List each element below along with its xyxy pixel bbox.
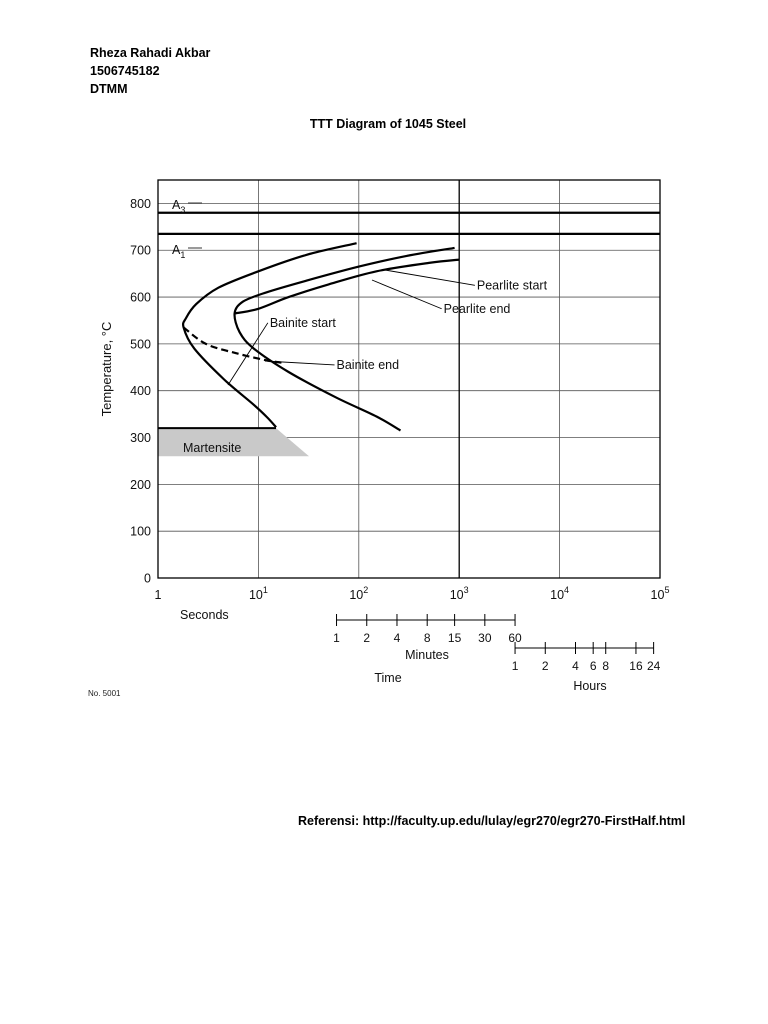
reference-label-A1: $A_1$ [172,243,186,260]
y-tick-label-0: 0 [144,571,151,586]
curve-upper-nose [235,248,455,431]
x-axis-title: Time [374,671,402,685]
figure-note: No. 5001 [88,689,121,698]
curve-pearlite-start [183,243,357,427]
annotation-pearlite-end: Pearlite end [443,301,511,316]
grid-layer [158,180,660,578]
leader-lines-layer [188,203,475,385]
series-layer [183,243,459,430]
minutes-tick-label-30: 30 [478,631,492,645]
student-id: 1506745182 [90,64,160,78]
y-axis-title: Temperature, °C [99,321,114,417]
y-tick-label-800: 800 [130,196,151,211]
minutes-tick-label-15: 15 [447,631,462,645]
leader-pearlite-start [385,270,475,285]
minutes-tick-label-8: 8 [423,631,431,645]
annotation-bainite-end: Bainite end [336,357,400,372]
hours-label: Hours [573,679,607,693]
hours-tick-label-2: 2 [541,659,549,673]
minutes-tick-label-4: 4 [393,631,401,645]
minutes-tick-label-2: 2 [363,631,371,645]
document-title: TTT Diagram of 1045 Steel [309,117,467,131]
minutes-label: Minutes [405,648,449,662]
hours-tick-label-1: 1 [511,659,519,673]
annotation-bainite-start: Bainite start [269,315,336,330]
martensite-label: Martensite [183,441,242,456]
y-tick-label-500: 500 [130,337,151,352]
x-tick-label-10000: $10^4$ [550,585,570,602]
hours-tick-label-8: 8 [602,659,610,673]
hours-tick-label-16: 16 [629,659,643,673]
plot-frame [158,180,660,578]
department: DTMM [90,82,128,96]
x-tick-label-1: 1 [154,588,162,602]
hours-tick-label-4: 4 [572,659,579,673]
leader-pearlite-end [372,280,442,309]
y-tick-label-400: 400 [130,384,151,399]
axis-layer [130,180,669,673]
hours-tick-label-24: 24 [646,659,661,673]
x-tick-label-100000: $10^5$ [650,585,670,602]
y-tick-label-300: 300 [130,431,151,446]
minutes-tick-label-1: 1 [333,631,340,645]
seconds-label: Seconds [180,608,229,622]
reference-lines-layer [158,213,660,234]
reference-label-A3: $A_3$ [172,198,186,215]
hours-tick-label-6: 6 [589,659,597,673]
y-tick-label-100: 100 [130,524,151,539]
minutes-tick-label-60: 60 [508,631,522,645]
x-tick-label-1000: $10^3$ [449,585,469,602]
x-tick-label-100: $10^2$ [349,585,369,602]
y-tick-label-200: 200 [130,477,151,492]
x-tick-label-10: $10^1$ [248,585,268,602]
reference-link[interactable]: Referensi: http://faculty.up.edu/lulay/egr270/egr270-FirstHalf.html [298,814,686,828]
author-name: Rheza Rahadi Akbar [90,46,211,60]
y-tick-label-600: 600 [130,290,151,305]
y-tick-label-700: 700 [130,243,151,258]
annotation-pearlite-start: Pearlite start [476,278,548,293]
